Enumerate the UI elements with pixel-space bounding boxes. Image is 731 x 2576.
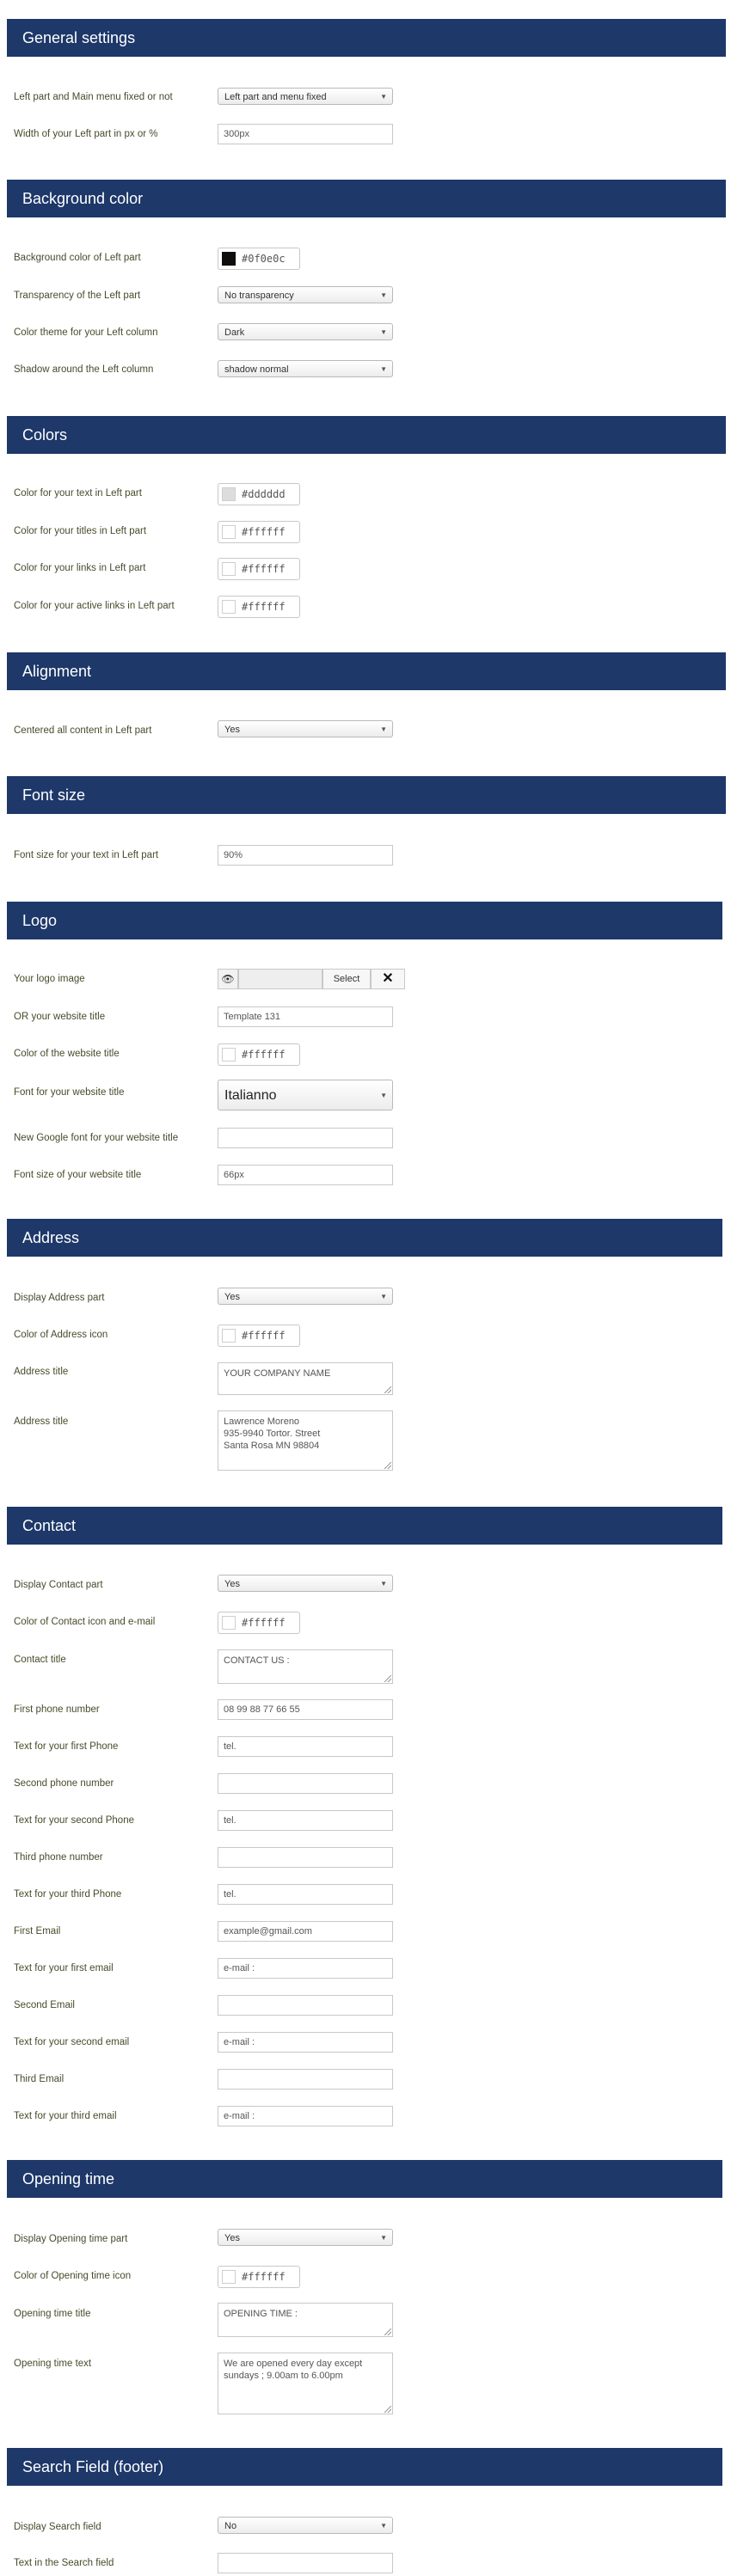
color-swatch	[222, 487, 236, 501]
input-search-text[interactable]	[218, 2553, 393, 2573]
label-phone2: Second phone number	[14, 1778, 114, 1789]
media-picker-logo[interactable]	[218, 969, 405, 989]
resize-handle-icon[interactable]	[384, 1386, 391, 1393]
label-opening-icon-color: Color of Opening time icon	[14, 2271, 132, 2281]
label-site-title: OR your website title	[14, 1012, 106, 1022]
label-phone1-text: Text for your first Phone	[14, 1741, 119, 1752]
select-value: Yes	[224, 2233, 240, 2243]
select-display-opening[interactable]	[218, 2229, 393, 2246]
textarea-value: YOUR COMPANY NAME	[224, 1368, 331, 1379]
input-phone3-text[interactable]: tel.	[218, 1884, 393, 1905]
label-transparency: Transparency of the Left part	[14, 291, 141, 301]
color-value: #ffffff	[242, 601, 286, 613]
label-search-text: Text in the Search field	[14, 2558, 114, 2568]
section-header-search: Search Field (footer)	[7, 2448, 722, 2486]
input-left-width[interactable]: 300px	[218, 124, 393, 144]
select-value: Italianno	[224, 1088, 277, 1103]
textarea-value: CONTACT US :	[224, 1655, 290, 1666]
textarea-opening-title[interactable]	[218, 2303, 393, 2337]
color-picker-address-icon[interactable]	[218, 1325, 300, 1347]
label-email2: Second Email	[14, 2000, 75, 2010]
color-value: #ffffff	[242, 1330, 286, 1342]
chevron-down-icon: ▼	[380, 291, 387, 299]
input-site-title[interactable]: Template 131	[218, 1007, 393, 1027]
chevron-down-icon: ▼	[380, 725, 387, 733]
color-swatch	[222, 1616, 236, 1630]
select-theme[interactable]	[218, 323, 393, 340]
select-media-button[interactable]: Select	[322, 969, 371, 989]
color-value: #ffffff	[242, 2271, 286, 2283]
select-display-search[interactable]	[218, 2517, 393, 2534]
textarea-address-text[interactable]	[218, 1410, 393, 1471]
select-display-address[interactable]	[218, 1288, 393, 1305]
select-value: No	[224, 2521, 237, 2531]
label-centered: Centered all content in Left part	[14, 725, 152, 736]
input-email3[interactable]	[218, 2069, 393, 2090]
input-email2[interactable]	[218, 1995, 393, 2016]
select-value: Left part and menu fixed	[224, 92, 327, 102]
label-address-title: Address title	[14, 1367, 69, 1377]
select-display-contact[interactable]	[218, 1575, 393, 1592]
input-phone2-text[interactable]: tel.	[218, 1810, 393, 1831]
color-picker-active[interactable]	[218, 596, 300, 618]
resize-handle-icon[interactable]	[384, 2406, 391, 2413]
label-email3: Third Email	[14, 2074, 64, 2084]
color-value: #ffffff	[242, 1049, 286, 1061]
section-header-opening: Opening time	[7, 2160, 722, 2198]
color-picker-opening-icon[interactable]	[218, 2266, 300, 2288]
label-email2-text: Text for your second email	[14, 2037, 130, 2047]
label-title-color: Color of the website title	[14, 1049, 120, 1059]
color-picker-contact-icon[interactable]	[218, 1612, 300, 1634]
chevron-down-icon: ▼	[380, 1293, 387, 1300]
textarea-value: We are opened every day except sundays ; 9.00am to 6.00pm	[224, 2359, 363, 2381]
label-phone3: Third phone number	[14, 1852, 103, 1863]
label-phone2-text: Text for your second Phone	[14, 1815, 134, 1826]
label-links-color: Color for your links in Left part	[14, 563, 146, 573]
chevron-down-icon: ▼	[380, 93, 387, 101]
color-value: #0f0e0c	[242, 253, 286, 265]
label-phone1: First phone number	[14, 1704, 100, 1715]
textarea-value: OPENING TIME :	[224, 2309, 298, 2319]
label-logo-image: Your logo image	[14, 974, 85, 984]
label-display-contact: Display Contact part	[14, 1580, 103, 1590]
input-email2-text[interactable]: e-mail :	[218, 2032, 393, 2053]
section-header-alignment: Alignment	[7, 652, 726, 690]
select-transparency[interactable]	[218, 286, 393, 303]
textarea-address-title[interactable]	[218, 1362, 393, 1395]
section-header-address: Address	[7, 1219, 722, 1257]
label-email1-text: Text for your first email	[14, 1963, 114, 1973]
select-centered[interactable]	[218, 720, 393, 737]
color-picker-text[interactable]	[218, 483, 300, 505]
color-picker-titles[interactable]	[218, 521, 300, 543]
color-value: #ffffff	[242, 1617, 286, 1629]
select-value: No transparency	[224, 291, 294, 301]
input-phone1-text[interactable]: tel.	[218, 1736, 393, 1757]
input-email1[interactable]: example@gmail.com	[218, 1921, 393, 1942]
label-opening-text: Opening time text	[14, 2359, 92, 2369]
section-header-colors: Colors	[7, 416, 726, 454]
chevron-down-icon: ▼	[380, 2234, 387, 2242]
input-google-font[interactable]	[218, 1128, 393, 1148]
color-picker-title[interactable]	[218, 1043, 300, 1066]
color-value: #ffffff	[242, 526, 286, 538]
color-picker-links[interactable]	[218, 558, 300, 580]
section-header-contact: Contact	[7, 1507, 722, 1545]
resize-handle-icon[interactable]	[384, 2328, 391, 2335]
label-titles-color: Color for your titles in Left part	[14, 526, 147, 536]
section-header-background: Background color	[7, 180, 726, 217]
section-header-fontsize: Font size	[7, 776, 726, 814]
label-email1: First Email	[14, 1926, 61, 1937]
color-swatch	[222, 600, 236, 614]
color-swatch	[222, 525, 236, 539]
label-menu-fixed: Left part and Main menu fixed or not	[14, 92, 173, 102]
label-text-color: Color for your text in Left part	[14, 488, 142, 499]
media-path-field	[238, 969, 322, 989]
select-value: Yes	[224, 1292, 240, 1302]
select-value: Dark	[224, 327, 245, 338]
label-shadow: Shadow around the Left column	[14, 364, 154, 375]
label-display-search: Display Search field	[14, 2522, 101, 2532]
color-value: #dddddd	[242, 488, 286, 500]
label-display-address: Display Address part	[14, 1293, 105, 1303]
clear-icon[interactable]: ✕	[371, 969, 405, 989]
label-google-font: New Google font for your website title	[14, 1133, 179, 1143]
section-header-logo: Logo	[7, 902, 722, 939]
label-font-size: Font size for your text in Left part	[14, 850, 159, 860]
select-menu-fixed[interactable]	[218, 88, 393, 105]
label-contact-icon-color: Color of Contact icon and e-mail	[14, 1617, 156, 1627]
label-email3-text: Text for your third email	[14, 2111, 117, 2121]
label-display-opening: Display Opening time part	[14, 2234, 128, 2244]
label-phone3-text: Text for your third Phone	[14, 1889, 122, 1900]
textarea-contact-title[interactable]	[218, 1649, 393, 1684]
select-value: Yes	[224, 1579, 240, 1589]
input-title-size[interactable]: 66px	[218, 1165, 393, 1185]
resize-handle-icon[interactable]	[384, 1462, 391, 1469]
select-shadow[interactable]	[218, 360, 393, 377]
input-phone3[interactable]	[218, 1847, 393, 1868]
section-header-general: General settings	[7, 19, 726, 57]
chevron-down-icon: ▼	[380, 365, 387, 373]
label-contact-title: Contact title	[14, 1655, 66, 1665]
textarea-value: Lawrence Moreno 935-9940 Tortor. Street Santa Rosa MN 98804	[224, 1416, 321, 1451]
select-title-font[interactable]	[218, 1080, 393, 1111]
label-title-size: Font size of your website title	[14, 1170, 142, 1180]
input-phone1[interactable]: 08 99 88 77 66 55	[218, 1699, 393, 1720]
label-left-width: Width of your Left part in px or %	[14, 129, 158, 139]
chevron-down-icon: ▼	[380, 2522, 387, 2530]
color-swatch	[222, 562, 236, 576]
label-active-color: Color for your active links in Left part	[14, 601, 175, 611]
color-swatch	[222, 1329, 236, 1343]
textarea-opening-text[interactable]	[218, 2353, 393, 2414]
input-phone2[interactable]	[218, 1773, 393, 1794]
input-font-size[interactable]: 90%	[218, 845, 393, 866]
color-swatch	[222, 2270, 236, 2284]
label-title-font: Font for your website title	[14, 1087, 125, 1098]
input-email1-text[interactable]: e-mail :	[218, 1958, 393, 1979]
label-theme: Color theme for your Left column	[14, 327, 158, 338]
label-opening-title: Opening time title	[14, 2309, 91, 2319]
label-address-icon-color: Color of Address icon	[14, 1330, 108, 1340]
select-value: Yes	[224, 725, 240, 735]
chevron-down-icon: ▼	[380, 328, 387, 336]
label-bg-color: Background color of Left part	[14, 253, 141, 263]
resize-handle-icon[interactable]	[384, 1675, 391, 1682]
color-value: #ffffff	[242, 563, 286, 575]
color-picker-bg[interactable]	[218, 248, 300, 270]
select-value: shadow normal	[224, 364, 289, 375]
input-email3-text[interactable]: e-mail :	[218, 2106, 393, 2126]
color-swatch	[222, 252, 236, 266]
color-swatch	[222, 1048, 236, 1062]
chevron-down-icon: ▼	[380, 1580, 387, 1588]
eye-icon[interactable]: 👁	[218, 969, 238, 989]
label-address-text: Address title	[14, 1416, 69, 1427]
chevron-down-icon: ▼	[380, 1092, 387, 1099]
